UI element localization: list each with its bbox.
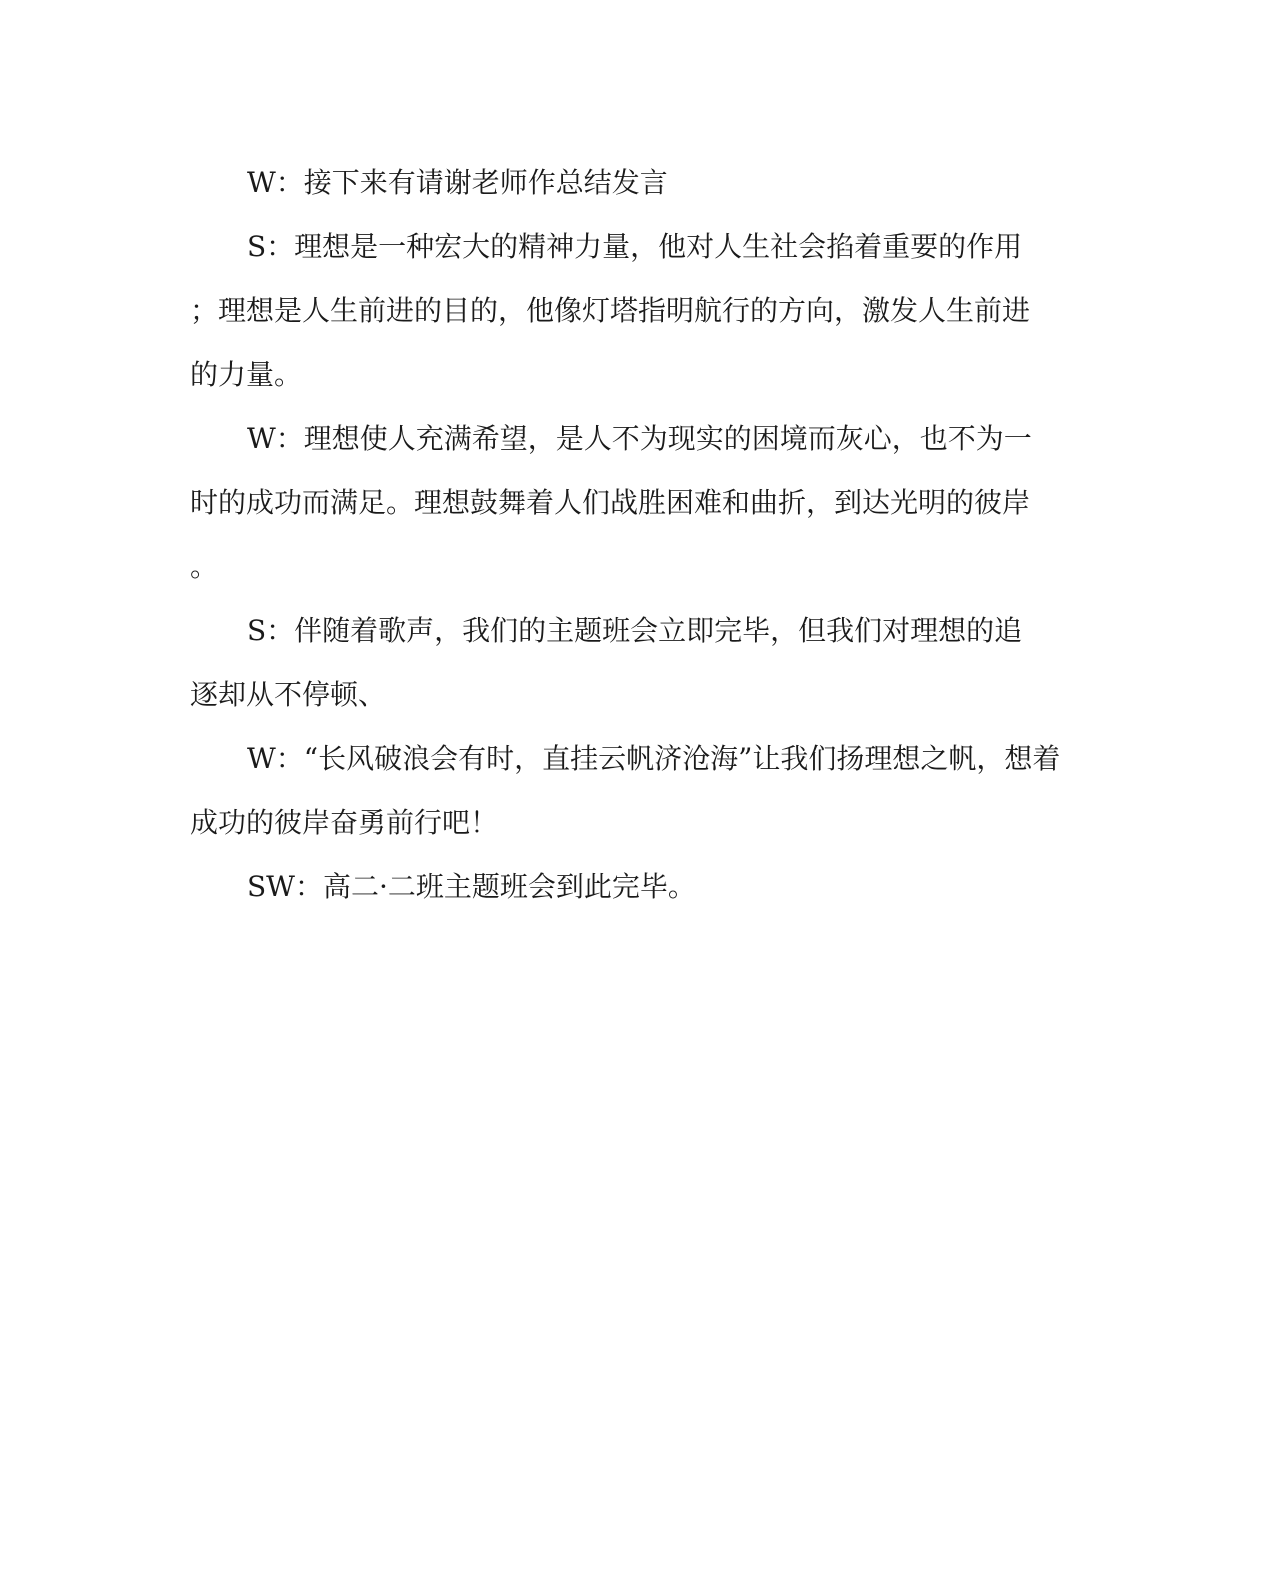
- speaker-s-paragraph-1-line-2: ；理想是人生前进的目的，他像灯塔指明航行的方向，激发人生前进: [190, 294, 1031, 327]
- speaker-w-paragraph-1: W：接下来有请谢老师作总结发言: [247, 166, 668, 199]
- document-body: [190, 151, 1070, 919]
- speaker-sw-closing-line: SW：高二·二班主题班会到此完毕。: [247, 870, 696, 903]
- speaker-w-paragraph-2-line-2: 时的成功而满足。理想鼓舞着人们战胜困难和曲折，到达光明的彼岸: [190, 486, 1031, 519]
- speaker-s-paragraph-2-line-1: S：伴随着歌声，我们的主题班会立即完毕，但我们对理想的追: [247, 614, 1023, 647]
- speaker-w-paragraph-3-line-1: W：“长风破浪会有时，直挂云帆济沧海”让我们扬理想之帆，想着: [247, 742, 1061, 775]
- speaker-w-paragraph-3-line-2: 成功的彼岸奋勇前行吧！: [190, 806, 499, 839]
- speaker-w-paragraph-2-line-3: 。: [190, 550, 219, 583]
- speaker-s-paragraph-1-line-3: 的力量。: [190, 358, 303, 391]
- speaker-w-paragraph-2-line-1: W：理想使人充满希望，是人不为现实的困境而灰心，也不为一: [247, 422, 1032, 455]
- speaker-s-paragraph-2-line-2: 逐却从不停顿、: [190, 678, 387, 711]
- speaker-s-paragraph-1-line-1: S：理想是一种宏大的精神力量，他对人生社会掐着重要的作用: [247, 230, 1023, 263]
